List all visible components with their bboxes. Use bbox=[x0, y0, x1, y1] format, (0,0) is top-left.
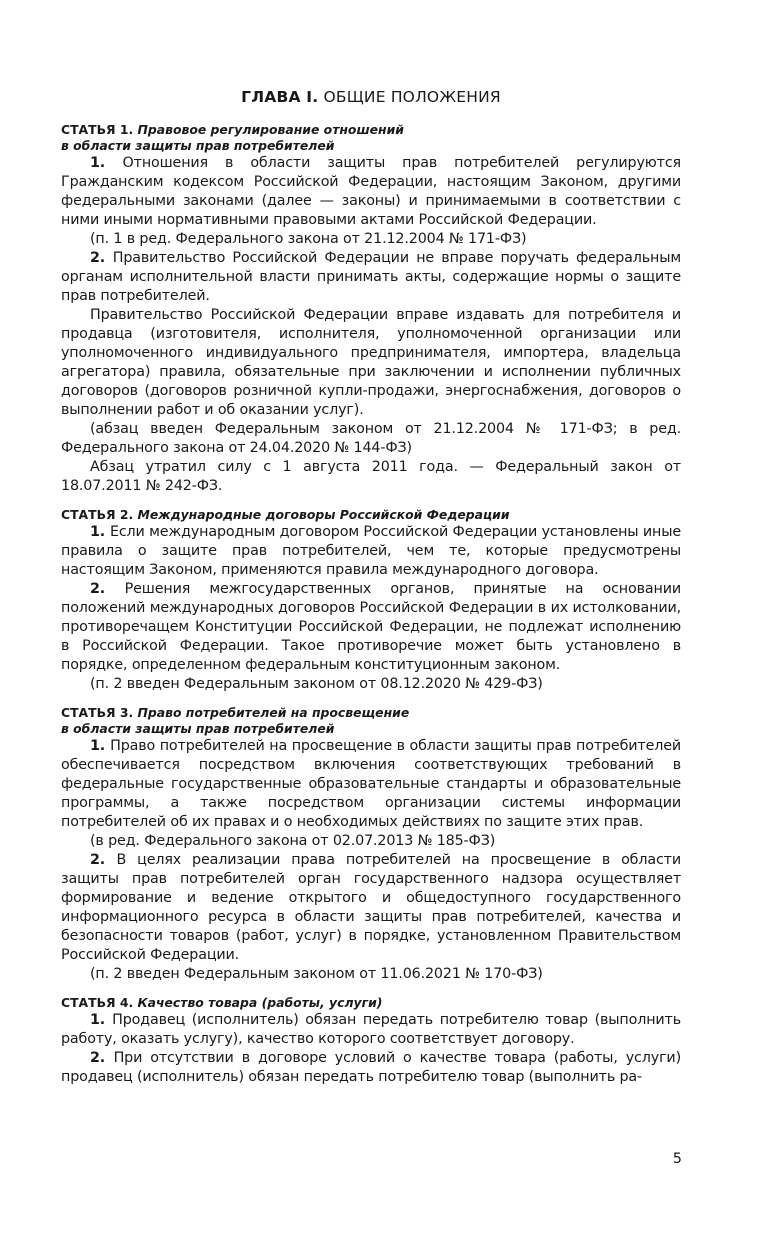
paragraph bbox=[61, 230, 681, 249]
article-3 bbox=[61, 705, 681, 984]
paragraph bbox=[61, 249, 681, 306]
paragraph-number: 2. bbox=[90, 852, 117, 868]
paragraph bbox=[61, 737, 681, 832]
article-title-line: Качество товара (работы, услуги) bbox=[137, 995, 383, 1010]
paragraph bbox=[61, 420, 681, 458]
article-title-line: в области защиты прав потребителей bbox=[61, 721, 335, 736]
article-heading bbox=[61, 705, 681, 737]
article-4 bbox=[61, 995, 681, 1087]
article-1 bbox=[61, 122, 681, 496]
paragraph bbox=[61, 965, 681, 984]
paragraph-text: Продавец (исполнитель) обязан передать потребителю товар (выполнить работу, оказать услугу), качество которого соответствует договору. bbox=[61, 1012, 681, 1047]
paragraph bbox=[61, 306, 681, 420]
paragraph-text: Решения межгосударственных органов, принятые на основании положений международных договоров Российской Федерации в их истолковании, противоречащем Конституции Российской Федерации, не подлежат исполнению в Российской Федерации. Такое противоречие может быть установлено в порядке, определенном федеральным конституционным законом. bbox=[61, 581, 681, 673]
paragraph-text: Право потребителей на просвещение в области защиты прав потребителей обеспечивается посредством включения соответствующих требований в федеральные государственные образовательные стандарты и образовательные программы, а также посредством организации системы информации потребителей об их правах и о необходимых действиях по защите этих прав. bbox=[61, 738, 681, 830]
paragraph-text: (п. 2 введен Федеральным законом от 11.06.2021 № 170-ФЗ) bbox=[90, 966, 543, 982]
paragraph-text: (п. 1 в ред. Федерального закона от 21.12.2004 № 171-ФЗ) bbox=[90, 231, 527, 247]
paragraph-text: При отсутствии в договоре условий о качестве товара (работы, услуги) продавец (исполнитель) обязан передать потребителю товар (выполнить ра- bbox=[61, 1050, 681, 1085]
paragraph bbox=[61, 154, 681, 230]
page-number: 5 bbox=[672, 1151, 682, 1167]
article-title-line: Международные договоры Российской Федерации bbox=[137, 507, 510, 522]
paragraph bbox=[61, 1011, 681, 1049]
article-label: СТАТЬЯ 2. bbox=[61, 507, 138, 522]
article-label: СТАТЬЯ 1. bbox=[61, 122, 138, 137]
paragraph bbox=[61, 1049, 681, 1087]
paragraph bbox=[61, 851, 681, 965]
chapter-label: ГЛАВА I. bbox=[241, 88, 319, 106]
paragraph bbox=[61, 458, 681, 496]
paragraph bbox=[61, 675, 681, 694]
article-label: СТАТЬЯ 3. bbox=[61, 705, 138, 720]
paragraph bbox=[61, 832, 681, 851]
article-title-line: Право потребителей на просвещение bbox=[137, 705, 410, 720]
article-label: СТАТЬЯ 4. bbox=[61, 995, 138, 1010]
paragraph-text: Отношения в области защиты прав потребителей регулируются Гражданским кодексом Российской Федерации, настоящим Законом, другими федеральными законами (далее — законы) и принимаемыми в соответствии с ними иными нормативными правовыми актами Российской Федерации. bbox=[61, 155, 681, 228]
paragraph-number: 1. bbox=[90, 1012, 113, 1028]
paragraph-text: (абзац введен Федеральным законом от 21.12.2004 № 171-ФЗ; в ред. Федерального закона от 24.04.2020 № 144-ФЗ) bbox=[61, 421, 681, 456]
article-heading bbox=[61, 507, 681, 523]
paragraph-text: Если международным договором Российской Федерации установлены иные правила о защите прав потребителей, чем те, которые предусмотрены настоящим Законом, применяются правила международного договора. bbox=[61, 524, 681, 578]
paragraph-text: Абзац утратил силу с 1 августа 2011 года. — Федеральный закон от 18.07.2011 № 242-ФЗ. bbox=[61, 459, 681, 494]
paragraph-text: (в ред. Федерального закона от 02.07.2013 № 185-ФЗ) bbox=[90, 833, 496, 849]
paragraph bbox=[61, 580, 681, 675]
paragraph-text: В целях реализации права потребителей на просвещение в области защиты прав потребителей орган государственного надзора осуществляет формирование и ведение открытого и общедоступного государственного информационного ресурса в области защиты прав потребителей, качества и безопасности товаров (работ, услуг) в порядке, установленном Правительством Российской Федерации. bbox=[61, 852, 681, 963]
article-title-line: в области защиты прав потребителей bbox=[61, 138, 335, 153]
paragraph-number: 2. bbox=[90, 1050, 114, 1066]
paragraph-number: 1. bbox=[90, 524, 110, 540]
article-heading bbox=[61, 122, 681, 154]
article-2 bbox=[61, 507, 681, 694]
article-title-line: Правовое регулирование отношений bbox=[137, 122, 404, 137]
paragraph-number: 1. bbox=[90, 155, 123, 171]
articles bbox=[61, 122, 681, 1087]
paragraph-text: (п. 2 введен Федеральным законом от 08.12.2020 № 429-ФЗ) bbox=[90, 676, 543, 692]
document-page bbox=[61, 84, 681, 1087]
paragraph bbox=[61, 523, 681, 580]
chapter-title: ОБЩИЕ ПОЛОЖЕНИЯ bbox=[323, 88, 501, 106]
paragraph-number: 2. bbox=[90, 250, 113, 266]
paragraph-number: 1. bbox=[90, 738, 111, 754]
chapter-heading bbox=[61, 84, 681, 110]
paragraph-text: Правительство Российской Федерации вправе издавать для потребителя и продавца (изготовителя, исполнителя, уполномоченной организации или уполномоченного индивидуального предпринимателя, импортера, владельца агрегатора) правила, обязательные при заключении и исполнении публичных договоров (договоров розничной купли-продажи, энергоснабжения, договоров о выполнении работ и об оказании услуг). bbox=[61, 307, 681, 418]
article-heading bbox=[61, 995, 681, 1011]
paragraph-number: 2. bbox=[90, 581, 125, 597]
paragraph-text: Правительство Российской Федерации не вправе поручать федеральным органам исполнительной власти принимать акты, содержащие нормы о защите прав потребителей. bbox=[61, 250, 681, 304]
